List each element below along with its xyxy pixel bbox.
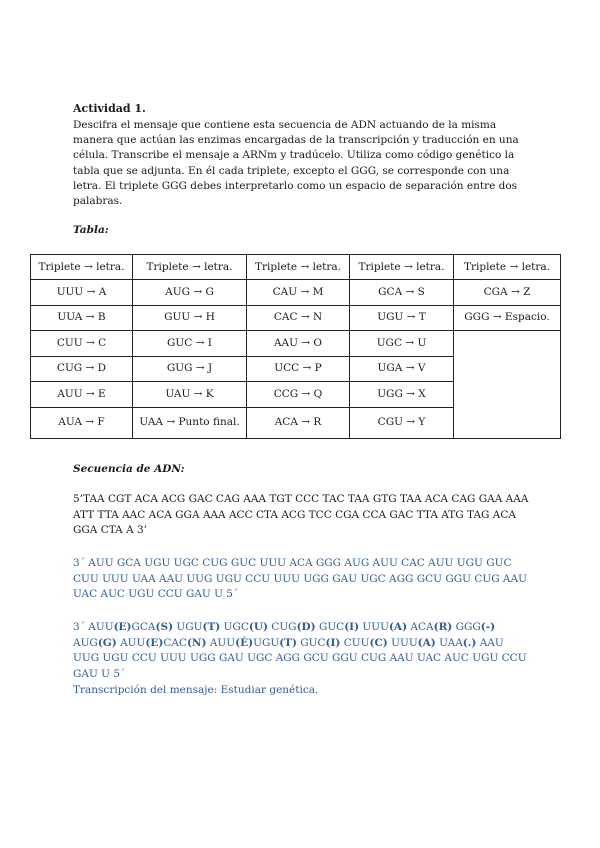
table-cell: UGG → X (350, 382, 454, 408)
table-cell: UCC → P (247, 356, 350, 382)
table-cell: GCA → S (350, 280, 454, 306)
codon-text: AUG (73, 636, 98, 649)
table-cell: GGG → Espacio. (454, 305, 561, 331)
decoded-letter: (A) (388, 621, 408, 633)
table-cell: UGU → T (350, 305, 454, 331)
table-cell: UAA → Punto final. (133, 407, 247, 438)
header-cell: Triplete → letra. (350, 255, 454, 280)
dna-sequence: 5’TAA CGT ACA ACG GAC CAG AAA TGT CCC TAC TAA GTG TAA ACA CAG GAA AAA ATT TTA AAC ACA GGA AAA ACC CTA ACG TCC CGA CCA GAC TTA ATG TAG ACA GGA CTA A 3’ (73, 493, 529, 536)
codon-text: GGG (452, 621, 481, 633)
table-cell: CAC → N (247, 305, 350, 331)
table-cell: CCG → Q (247, 382, 350, 408)
codon-text: UGU (253, 636, 280, 649)
decoded-letter: (E) (145, 636, 164, 649)
genetic-code-table (30, 254, 561, 439)
decoded-letter: (R) (433, 621, 453, 633)
table-cell: UUA → B (31, 305, 133, 331)
table-cell: CUG → D (31, 356, 133, 382)
codon-text: CAC (163, 636, 187, 649)
decoded-letter: (T) (279, 636, 297, 649)
activity-title: Actividad 1. (73, 102, 146, 115)
decoded-letter: (G) (97, 636, 117, 649)
table-cell: UGA → V (350, 356, 454, 382)
arnm-sequence: 3´ AUU GCA UGU UGC CUG GUC UUU ACA GGG AUG AUU CAC AUU UGU GUC CUU UUU UAA AAU UUG UGU CCU UUU UGG GAU UGC AGG GCU GGU CUG AAU UAC AUC UGU CCU GAU U 5´ (73, 557, 527, 600)
header-cell: Triplete → letra. (31, 255, 133, 280)
table-cell: GUC → I (133, 331, 247, 357)
table-cell: GUU → H (133, 305, 247, 331)
table-cell: AUU → E (31, 382, 133, 408)
codon-text: AUU (116, 636, 146, 649)
codon-text: CUG (267, 621, 297, 633)
codon-text: GUC (315, 621, 345, 633)
empty-cell (454, 331, 561, 439)
table-cell: ACA → R (247, 407, 350, 438)
codon-text: AUU (206, 636, 236, 649)
decoded-letter: (I) (325, 636, 341, 649)
codon-text: UGU (173, 621, 203, 633)
codon-text: UUU (387, 636, 418, 649)
decoded-letter: (E) (113, 621, 132, 633)
table-cell: UUU → A (31, 280, 133, 306)
decoded-letter: (C) (369, 636, 388, 649)
table-label: Tabla: (73, 224, 109, 236)
table-cell: AUA → F (31, 407, 133, 438)
codon-text: UGC (220, 621, 249, 633)
decoded-letter: (T) (202, 621, 221, 633)
table-cell: UAU → K (133, 382, 247, 408)
table-header-row (31, 255, 561, 280)
decoded-letter: (N) (186, 636, 207, 649)
codon-text: UAA (435, 636, 463, 649)
decoded-letter: (É) (235, 636, 254, 649)
decoded-letter: (.) (462, 636, 477, 649)
table-cell: CGA → Z (454, 280, 561, 306)
table-cell: CGU → Y (350, 407, 454, 438)
codon-tail: AAU UUG UGU CCU UUU UGG GAU UGC AGG GCU GGU CUG AAU UAC AUC UGU CCU GAU U 5´ (73, 636, 527, 680)
decoded-letter: (I) (344, 621, 360, 633)
header-cell: Triplete → letra. (247, 255, 350, 280)
table-row (31, 280, 561, 306)
codon-text: GCA (131, 621, 156, 633)
table-cell: AUG → G (133, 280, 247, 306)
codon-text: GUC (296, 636, 326, 649)
table-row (31, 305, 561, 331)
table-cell: UGC → U (350, 331, 454, 357)
sequence-label: Secuencia de ADN: (73, 463, 185, 475)
table-cell: CAU → M (247, 280, 350, 306)
codon-text: 3´ AUU (73, 621, 114, 633)
codon-text: ACA (407, 621, 434, 633)
header-cell: Triplete → letra. (454, 255, 561, 280)
translated-sequence (73, 620, 533, 682)
table-cell: GUG → J (133, 356, 247, 382)
decoded-letter: (S) (155, 621, 174, 633)
translation-result: Transcripción del mensaje: Estudiar genética. (73, 684, 319, 696)
decoded-letter: (D) (296, 621, 316, 633)
codon-text: UUU (359, 621, 389, 633)
decoded-letter: (-) (480, 621, 496, 633)
decoded-letter: (A) (417, 636, 436, 649)
codon-text: CUU (340, 636, 370, 649)
header-cell: Triplete → letra. (133, 255, 247, 280)
decoded-letter: (U) (248, 621, 268, 633)
table-cell: CUU → C (31, 331, 133, 357)
table-cell: AAU → O (247, 331, 350, 357)
table-row (31, 331, 561, 357)
activity-instructions: Descifra el mensaje que contiene esta secuencia de ADN actuando de la misma manera que actúan las enzimas encargadas de la transcripción y traducción en una célula. Transcribe el mensaje a ARNm y tradúcelo. Utiliza como código genético la tabla que se adjunta. En él cada triplete, excepto el GGG, se corresponde con una letra. El triplete GGG debes interpretarlo como un espacio de separación entre dos palabras. (73, 119, 519, 208)
